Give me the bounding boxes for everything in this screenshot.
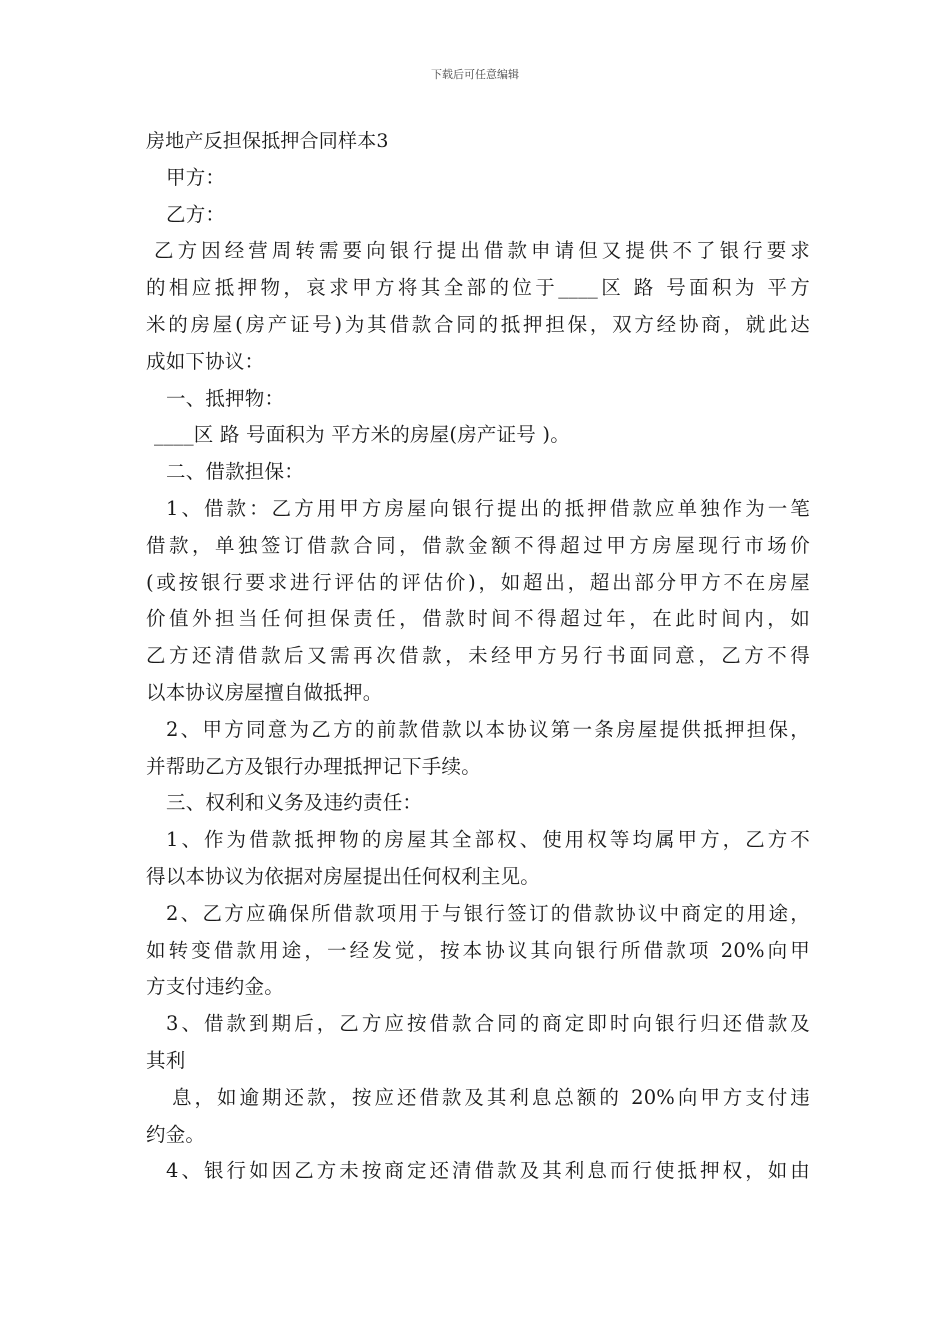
paragraph-line: 乙方还清借款后又需再次借款，未经甲方另行书面同意，乙方不得 xyxy=(146,644,810,668)
paragraph-line: 以本协议房屋擅自做抵押。 xyxy=(146,680,383,704)
section-heading: 三、权利和义务及违约责任： xyxy=(166,791,423,815)
paragraph-line: 成如下协议： xyxy=(146,349,265,373)
paragraph-line: 2、乙方应确保所借款项用于与银行签订的借款协议中商定的用途， xyxy=(166,901,810,925)
paragraph-line: 1、借款：乙方用甲方房屋向银行提出的抵押借款应单独作为一笔 xyxy=(166,496,810,520)
paragraph-line: 的相应抵押物，哀求甲方将其全部的位于____区 路 号面积为 平方 xyxy=(146,276,810,300)
party-b-label: 乙方： xyxy=(166,202,226,226)
page-header: 下载后可任意编辑 xyxy=(431,68,519,81)
section-heading: 一、抵押物： xyxy=(166,386,285,410)
paragraph-line: 并帮助乙方及银行办理抵押记下手续。 xyxy=(146,754,481,778)
paragraph-line: 乙方因经营周转需要向银行提出借款申请但又提供不了银行要求 xyxy=(154,239,810,263)
paragraph-line: 约金。 xyxy=(146,1122,206,1146)
document-title: 房地产反担保抵押合同样本3 xyxy=(146,130,389,152)
paragraph-line: 1、作为借款抵押物的房屋其全部权、使用权等均属甲方，乙方不 xyxy=(166,828,810,852)
party-a-label: 甲方： xyxy=(166,165,226,189)
paragraph-line: 息，如逾期还款，按应还借款及其利息总额的 20%向甲方支付违 xyxy=(172,1085,810,1109)
paragraph-line: (或按银行要求进行评估的评估价)，如超出，超出部分甲方不在房屋 xyxy=(146,570,810,594)
paragraph-line: 得以本协议为依据对房屋提出任何权利主见。 xyxy=(146,864,541,888)
contract-body xyxy=(146,123,810,1190)
section-heading: 二、借款担保： xyxy=(166,460,304,484)
paragraph-line: 方支付违约金。 xyxy=(146,975,284,999)
paragraph-line: 4、银行如因乙方未按商定还清借款及其利息而行使抵押权，如由 xyxy=(166,1159,810,1183)
paragraph-line: 米的房屋(房产证号)为其借款合同的抵押担保，双方经协商，就此达 xyxy=(146,312,810,336)
paragraph-line: 其利 xyxy=(146,1048,186,1072)
paragraph-line: ____区 路 号面积为 平方米的房屋(房产证号 )。 xyxy=(154,423,570,447)
paragraph-line: 借款，单独签订借款合同，借款金额不得超过甲方房屋现行市场价 xyxy=(146,533,810,557)
paragraph-line: 价值外担当任何担保责任，借款时间不得超过年，在此时间内，如 xyxy=(146,607,810,631)
paragraph-line: 如转变借款用途，一经发觉，按本协议其向银行所借款项 20%向甲 xyxy=(146,938,810,962)
paragraph-line: 2、甲方同意为乙方的前款借款以本协议第一条房屋提供抵押担保， xyxy=(166,717,810,741)
paragraph-line: 3、借款到期后，乙方应按借款合同的商定即时向银行归还借款及 xyxy=(166,1012,810,1036)
